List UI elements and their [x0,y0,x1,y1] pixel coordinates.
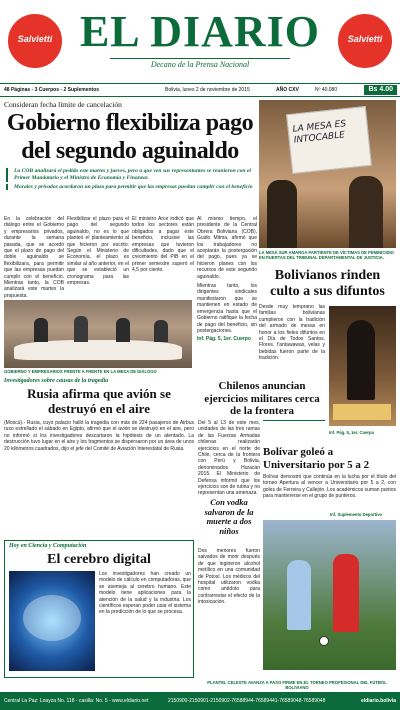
tech-headline: El cerebro digital [47,552,151,567]
tech-box [4,540,194,678]
date-line: Bolivia, lunes 2 de noviembre de 2015 [165,87,250,93]
sponsor-badge-right [336,12,394,70]
mourner-photo [329,306,396,426]
meeting-photo-caption: GOBIERNO Y EMPRESARIOS FRENTE A FRENTE EN LA MESA DE DIÁLOGO [4,369,157,374]
lead-bullet-1: La COB analizará el pedido este martes y jueves, pero a que ven sus representantes se reunieron con el Primer Mandatario y el Ministro de Economía y Finanzas [6,168,254,182]
lead-headline [4,109,256,165]
price-box: Bs 4.00 [364,85,397,95]
tech-body: Los investigadores han creado un modelo de cálculo en computadoras, que se asemeja al cerebro humano. Este modelo tiene aplicaciones para la atención de la salud y la industria. Los científicos esperan poder usar el sistema en la predicción de lo que se procesa. [99,571,191,616]
brain-illustration [9,571,95,671]
lead-body-3: El ministro Arce indicó que todos los sectores están obligados a pagar este beneficio, inclusive las empresas que tuvieron dificultades, dado que el crecimiento del PIB en el primer semestre superó el 4,5 por ciento. [132,216,194,274]
lead-body-col-4 [197,216,257,343]
year: AÑO CXV [276,87,299,93]
russia-headline: Rusia afirma que avión se destruyó en el aire [27,386,171,416]
bolivianos-ref: Inf. Pág. 5, 1er. Cuerpo [329,430,375,435]
masthead-rule [110,58,290,59]
russia-body: (Moscú).- Rusia, cuyo palacio halló la tragedia con más de 224 pasajeros de Airbus ruso estrellado el sábado en Egipto, afirmó que el avión se destruyó en el aire, pero no informó si los investigadores descartaron la hipótesis de un atentado. La destrucción tuvo lugar en el aire y los fragmentos se dispersaron por un área de unos 20 kilómetros cuadrados, dijo el jefe del Comité de Aviación Interestatal de Rusia. [4,420,194,452]
russia-kicker: Investigadores sobre causas de la tragedia [4,378,109,384]
lead-ref: Inf. Pág. 5, 1er. Cuerpo [197,336,251,343]
meeting-photo [4,300,192,368]
meeting-table [14,340,182,360]
masthead [0,0,400,82]
lead-body-1: En la celebración del diálogo entre el Gobierno y empresarios privados, durante la semana pasada, que se acordó que el plazo de pago del doble aguinaldo se flexibilizara, para permitir que las empresas puedan cumplir con el beneficio. Mientras tanto, la COB analizará este martes la propuesta. [4,216,64,299]
lead-body-2: Flexibilizar el plazo para el pago del segundo aguinaldo, no es lo que planteó el planteamiento al que hicieron por escrito. Según el Ministerio de Economía, el plazo es similar al año anterior, en el que se estableció un cronograma para las empresas. [67,216,129,287]
rally-person-1 [267,180,297,248]
lead-body-4: Al mismo tiempo, el presidente de la Central Obrera Boliviana (COB), Guido Mitma, afirmó que los trabajadores no aceptarán la postergación del pago, pues ya se hicieron planes con los recursos de este segundo aguinaldo. [197,216,257,280]
bolivianos-headline-line-2: culto a sus difuntos [270,284,385,299]
futbol-ref: Inf. Suplemento Deportivo [330,512,383,517]
sponsor-logo-left: Salvietti [17,34,53,44]
mourner-figure [347,320,375,400]
player-2 [333,554,359,632]
rally-sign-text: LA MESA ES INTOCABLE [292,119,347,146]
lead-bullets [6,168,254,190]
meeting-person-4 [154,320,168,342]
lead-body-col-1 [4,216,64,299]
player-1 [287,560,311,630]
footer-bar [0,692,400,710]
futbol-headline: Bolívar goleó a Universitario por 5 a 2 [263,446,370,471]
tagline: Decano de la Prensa Nacional [150,60,250,69]
vodka-body: Dos menores fueron salvados de morir después de que ingirieron alcohol metílico en una comunidad de Potosí. Los médicos del hospital utilizaron vodka como antídoto para contrarrestar el efecto de la intoxicación. [198,548,260,606]
issue-number: Nº 40.080 [315,87,338,93]
bolivianos-body: Desde muy temprano las familias bolivianas cumplieron con la tradición del armado de mesas en honor a los fieles difuntos en el Día de Todos Santos. Flores, t'antawawas, velas y bebidas fueron parte de la tradición. [259,304,325,362]
rally-person-2 [349,176,383,248]
sponsor-badge-left [6,12,64,70]
bolivianos-headline-line-1: Bolivianos rinden [274,268,381,283]
vodka-headline: Con vodka salvaron de la muerte a dos niños [204,497,254,536]
vodka-rule [263,420,325,421]
futbol-body: Bolívar demostró que continúa en la lucha por el título del torneo Apertura al vencer a Universitario por 5 a 2, con goles de Ferreira y Callejón. Los académicos suman puntos para mantenerse en el grupo de punteros. [263,474,396,500]
lead-headline-line-2: del segundo aguinaldo [21,138,239,164]
soccer-photo [263,520,396,670]
brain-shape [23,595,81,641]
lead-headline-line-1: Gobierno flexibiliza pago [6,110,254,136]
sponsor-logo-right: Salvietti [347,34,383,44]
lead-body-col-3 [132,216,194,274]
info-bar [0,83,400,97]
lead-kicker: Consideran fecha límite de cancelación [4,100,122,109]
bolivianos-headline [259,268,396,300]
lead-body-col-2 [67,216,129,286]
midcol-body: Mientras tanto, los dirigentes sindicales manifestaron que se mantienen en estado de emergencia hasta que el Gobierno ratifique la fecha de pago del beneficio, sin postergaciones. [197,283,257,334]
tech-section: Hoy en Ciencia y Computación [9,543,87,549]
rally-sign [286,106,372,174]
meeting-person-2 [74,316,88,342]
footer-site[interactable]: eldiario.bolivia [360,698,396,704]
soccer-ball [319,636,329,646]
newspaper-logo: EL DIARIO [79,7,321,56]
footer-phones: 2150900-2150901-2150902-76588944-76589441-76589048-76589048 [168,698,326,704]
rally-caption: LA MESA SUR AMARGA PARTIENTE DE VÍCTIMAS DE FEMINICIDIO EN PUERTAS DEL TRIBUNAL DEPARTAMENTAL DE JUSTICIA. [259,250,394,261]
rally-photo [259,100,396,248]
candle-row [333,404,391,420]
pages-info: 48 Páginas - 3 Cuerpos - 2 Suplementos [4,87,100,93]
meeting-person-3 [116,318,130,342]
meeting-person-1 [34,318,48,342]
footer-address: Central La Paz: Loayza No. 118 - casilla: No. 5 - www.eldiario.net [4,698,149,704]
chile-body: Del 5 al 13 de este mes, unidades de las tres ramas de las Fuerzas Armadas chilenas realizarán ejercicios en el norte de Chile, cerca de la frontera con Perú y Bolivia, denominados Huracán 2015. El Ministerio de Defensa informó que los ejercicios son de rutina y no representan una amenaza. [198,420,260,497]
futbol-caption: PLANTEL CELESTE AVANZA A PASO FIRME EN EL TORNEO PROFESIONAL DEL FÚTBOL BOLIVIANO [207,680,387,690]
lead-bullet-2: Morales y privados acordaron un plazo para permitir que las empresas puedan cumplir con el beneficio [6,184,254,191]
chile-headline: Chilenos anuncian ejercicios militares cerca de la frontera [204,380,320,417]
